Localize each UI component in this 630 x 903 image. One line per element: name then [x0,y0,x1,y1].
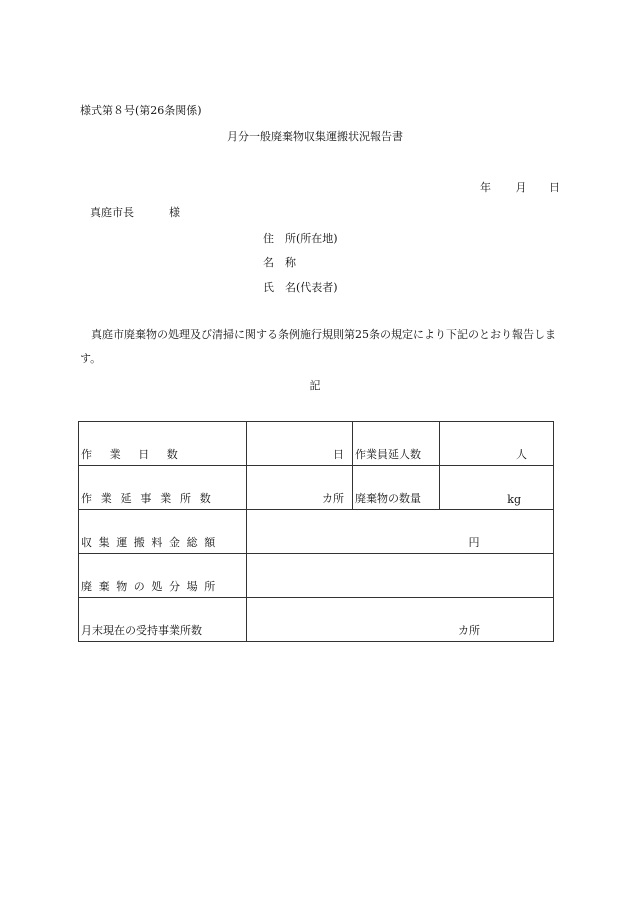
table-row-disposal [79,554,554,598]
workers-value: 人 [440,422,554,466]
date-month: 月 [515,181,527,194]
sender-name-label: 名 称 [263,256,296,269]
date-day: 日 [549,181,560,194]
ki-heading: 記 [309,379,321,392]
waste-amount-label: 廃棄物の数量 [353,466,440,510]
addressee-name: 真庭市長 [90,206,134,219]
workers-label: 作業員延人数 [353,422,440,466]
work-days-label: 作業日数 [79,422,247,466]
fee-value: 円 [247,510,554,554]
disposal-label: 廃棄物の処分場所 [79,554,247,598]
sender-address-label: 住 所(所在地) [263,232,338,245]
table-row-fee [79,510,554,554]
sites-label: 作業延事業所数 [79,466,247,510]
table-row-contracts [79,598,554,642]
addressee [90,204,180,220]
report-table [78,421,554,642]
sites-value: カ所 [247,466,353,510]
body-text: 真庭市廃棄物の処理及び清掃に関する条例施行規則第25条の規定により下記のとおり報告します。 [80,328,556,365]
date-line [480,179,560,195]
work-days-value: 日 [247,422,353,466]
form-number: 様式第８号(第26条関係) [80,104,202,117]
document-title: 月分一般廃棄物収集運搬状況報告書 [227,130,403,143]
contracts-label: 月末現在の受持事業所数 [79,598,247,642]
waste-amount-value: kg [440,466,554,510]
contracts-value: カ所 [247,598,554,642]
disposal-value [247,554,554,598]
table-row-work-days [79,422,554,466]
fee-label: 収集運搬料金総額 [79,510,247,554]
date-year: 年 [480,181,491,194]
addressee-honorific: 様 [169,206,180,219]
table-row-sites [79,466,554,510]
sender-representative-label: 氏 名(代表者) [263,281,338,294]
